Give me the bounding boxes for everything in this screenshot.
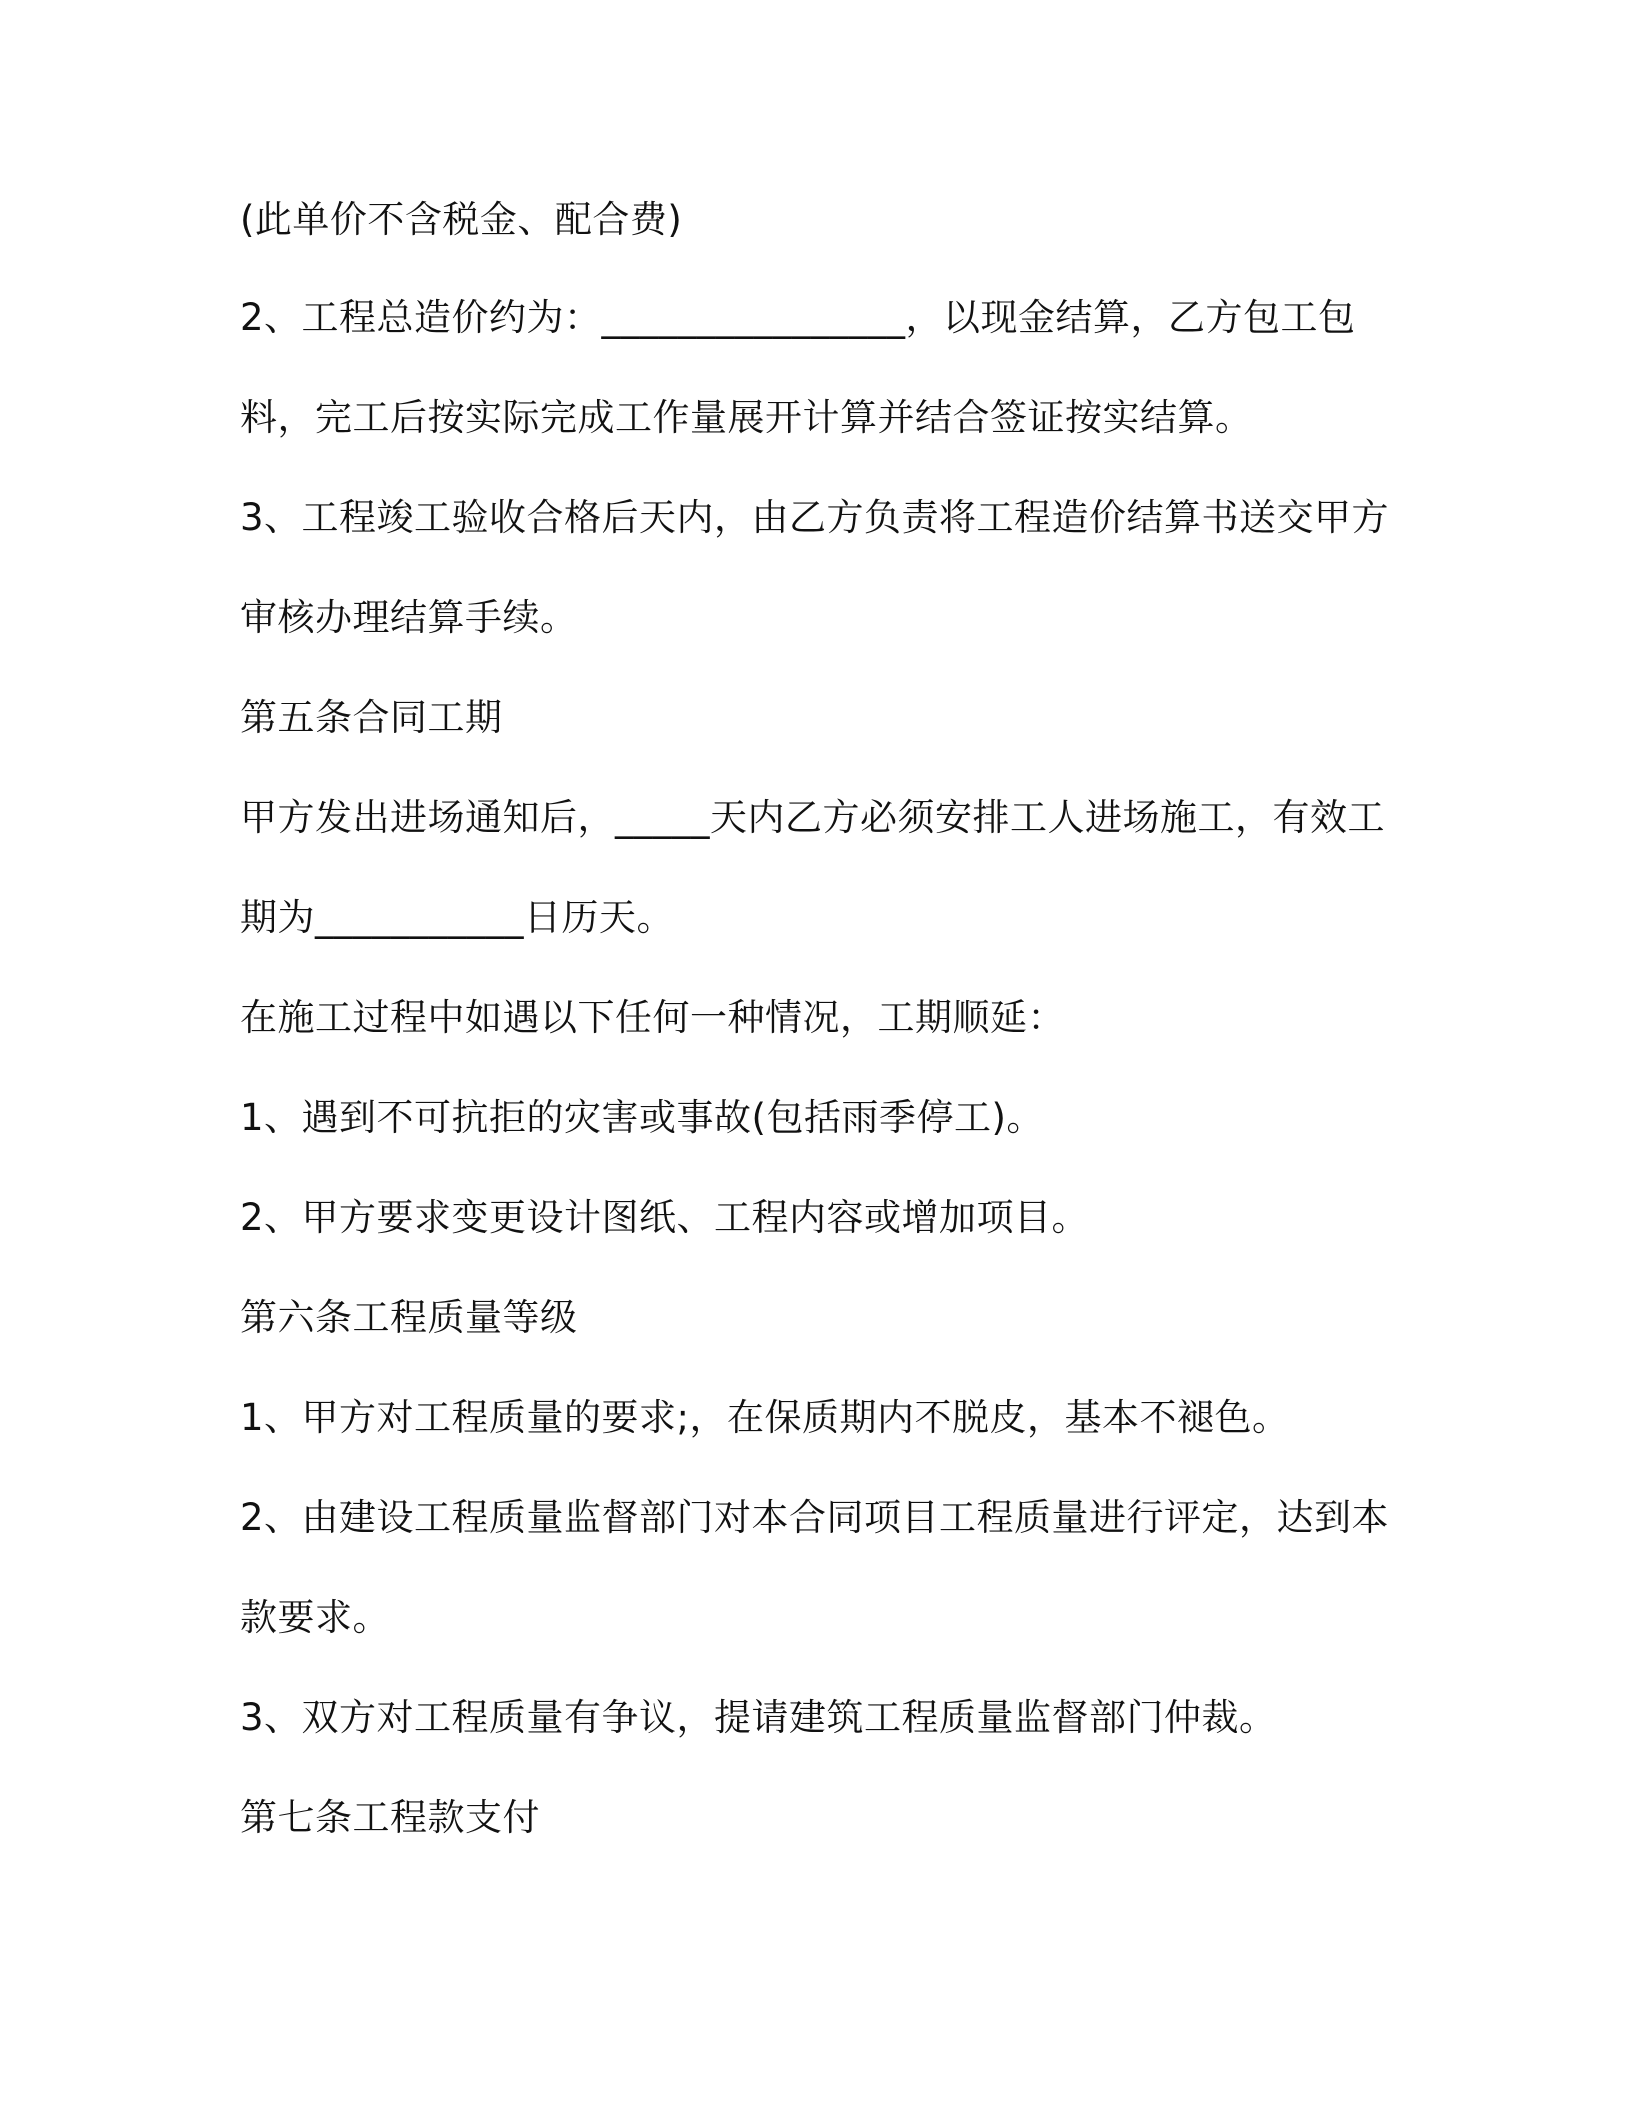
- list-item-design-change: 2、甲方要求变更设计图纸、工程内容或增加项目。: [240, 1196, 1090, 1239]
- list-item-quality-requirement: 1、甲方对工程质量的要求;，在保质期内不脱皮，基本不褪色。: [240, 1396, 1290, 1439]
- section-heading-article-5: 第五条合同工期: [240, 696, 503, 739]
- list-item-quality-evaluation: 2、由建设工程质量监督部门对本合同项目工程质量进行评定，达到本: [240, 1496, 1390, 1539]
- paragraph-line-requirement: 款要求。: [240, 1596, 390, 1639]
- list-item-force-majeure: 1、遇到不可抗拒的灾害或事故(包括雨季停工)。: [240, 1096, 1044, 1139]
- paragraph-line-entry-notice: 甲方发出进场通知后，_____天内乙方必须安排工人进场施工，有效工: [240, 796, 1385, 839]
- paragraph-line-review: 审核办理结算手续。: [240, 596, 578, 639]
- list-item-dispute: 3、双方对工程质量有争议，提请建筑工程质量监督部门仲裁。: [240, 1696, 1277, 1739]
- paragraph-line-extension-intro: 在施工过程中如遇以下任何一种情况，工期顺延：: [240, 996, 1065, 1039]
- paragraph-line-period: 期为___________日历天。: [240, 896, 674, 939]
- paragraph-line-price-note: (此单价不含税金、配合费): [240, 198, 683, 241]
- paragraph-line-acceptance: 3、工程竣工验收合格后天内，由乙方负责将工程造价结算书送交甲方: [240, 496, 1390, 539]
- section-heading-article-6: 第六条工程质量等级: [240, 1296, 578, 1339]
- paragraph-line-total-cost: 2、工程总造价约为：________________，以现金结算，乙方包工包: [240, 296, 1356, 339]
- paragraph-line-settlement: 料，完工后按实际完成工作量展开计算并结合签证按实结算。: [240, 396, 1253, 439]
- section-heading-article-7: 第七条工程款支付: [240, 1796, 540, 1839]
